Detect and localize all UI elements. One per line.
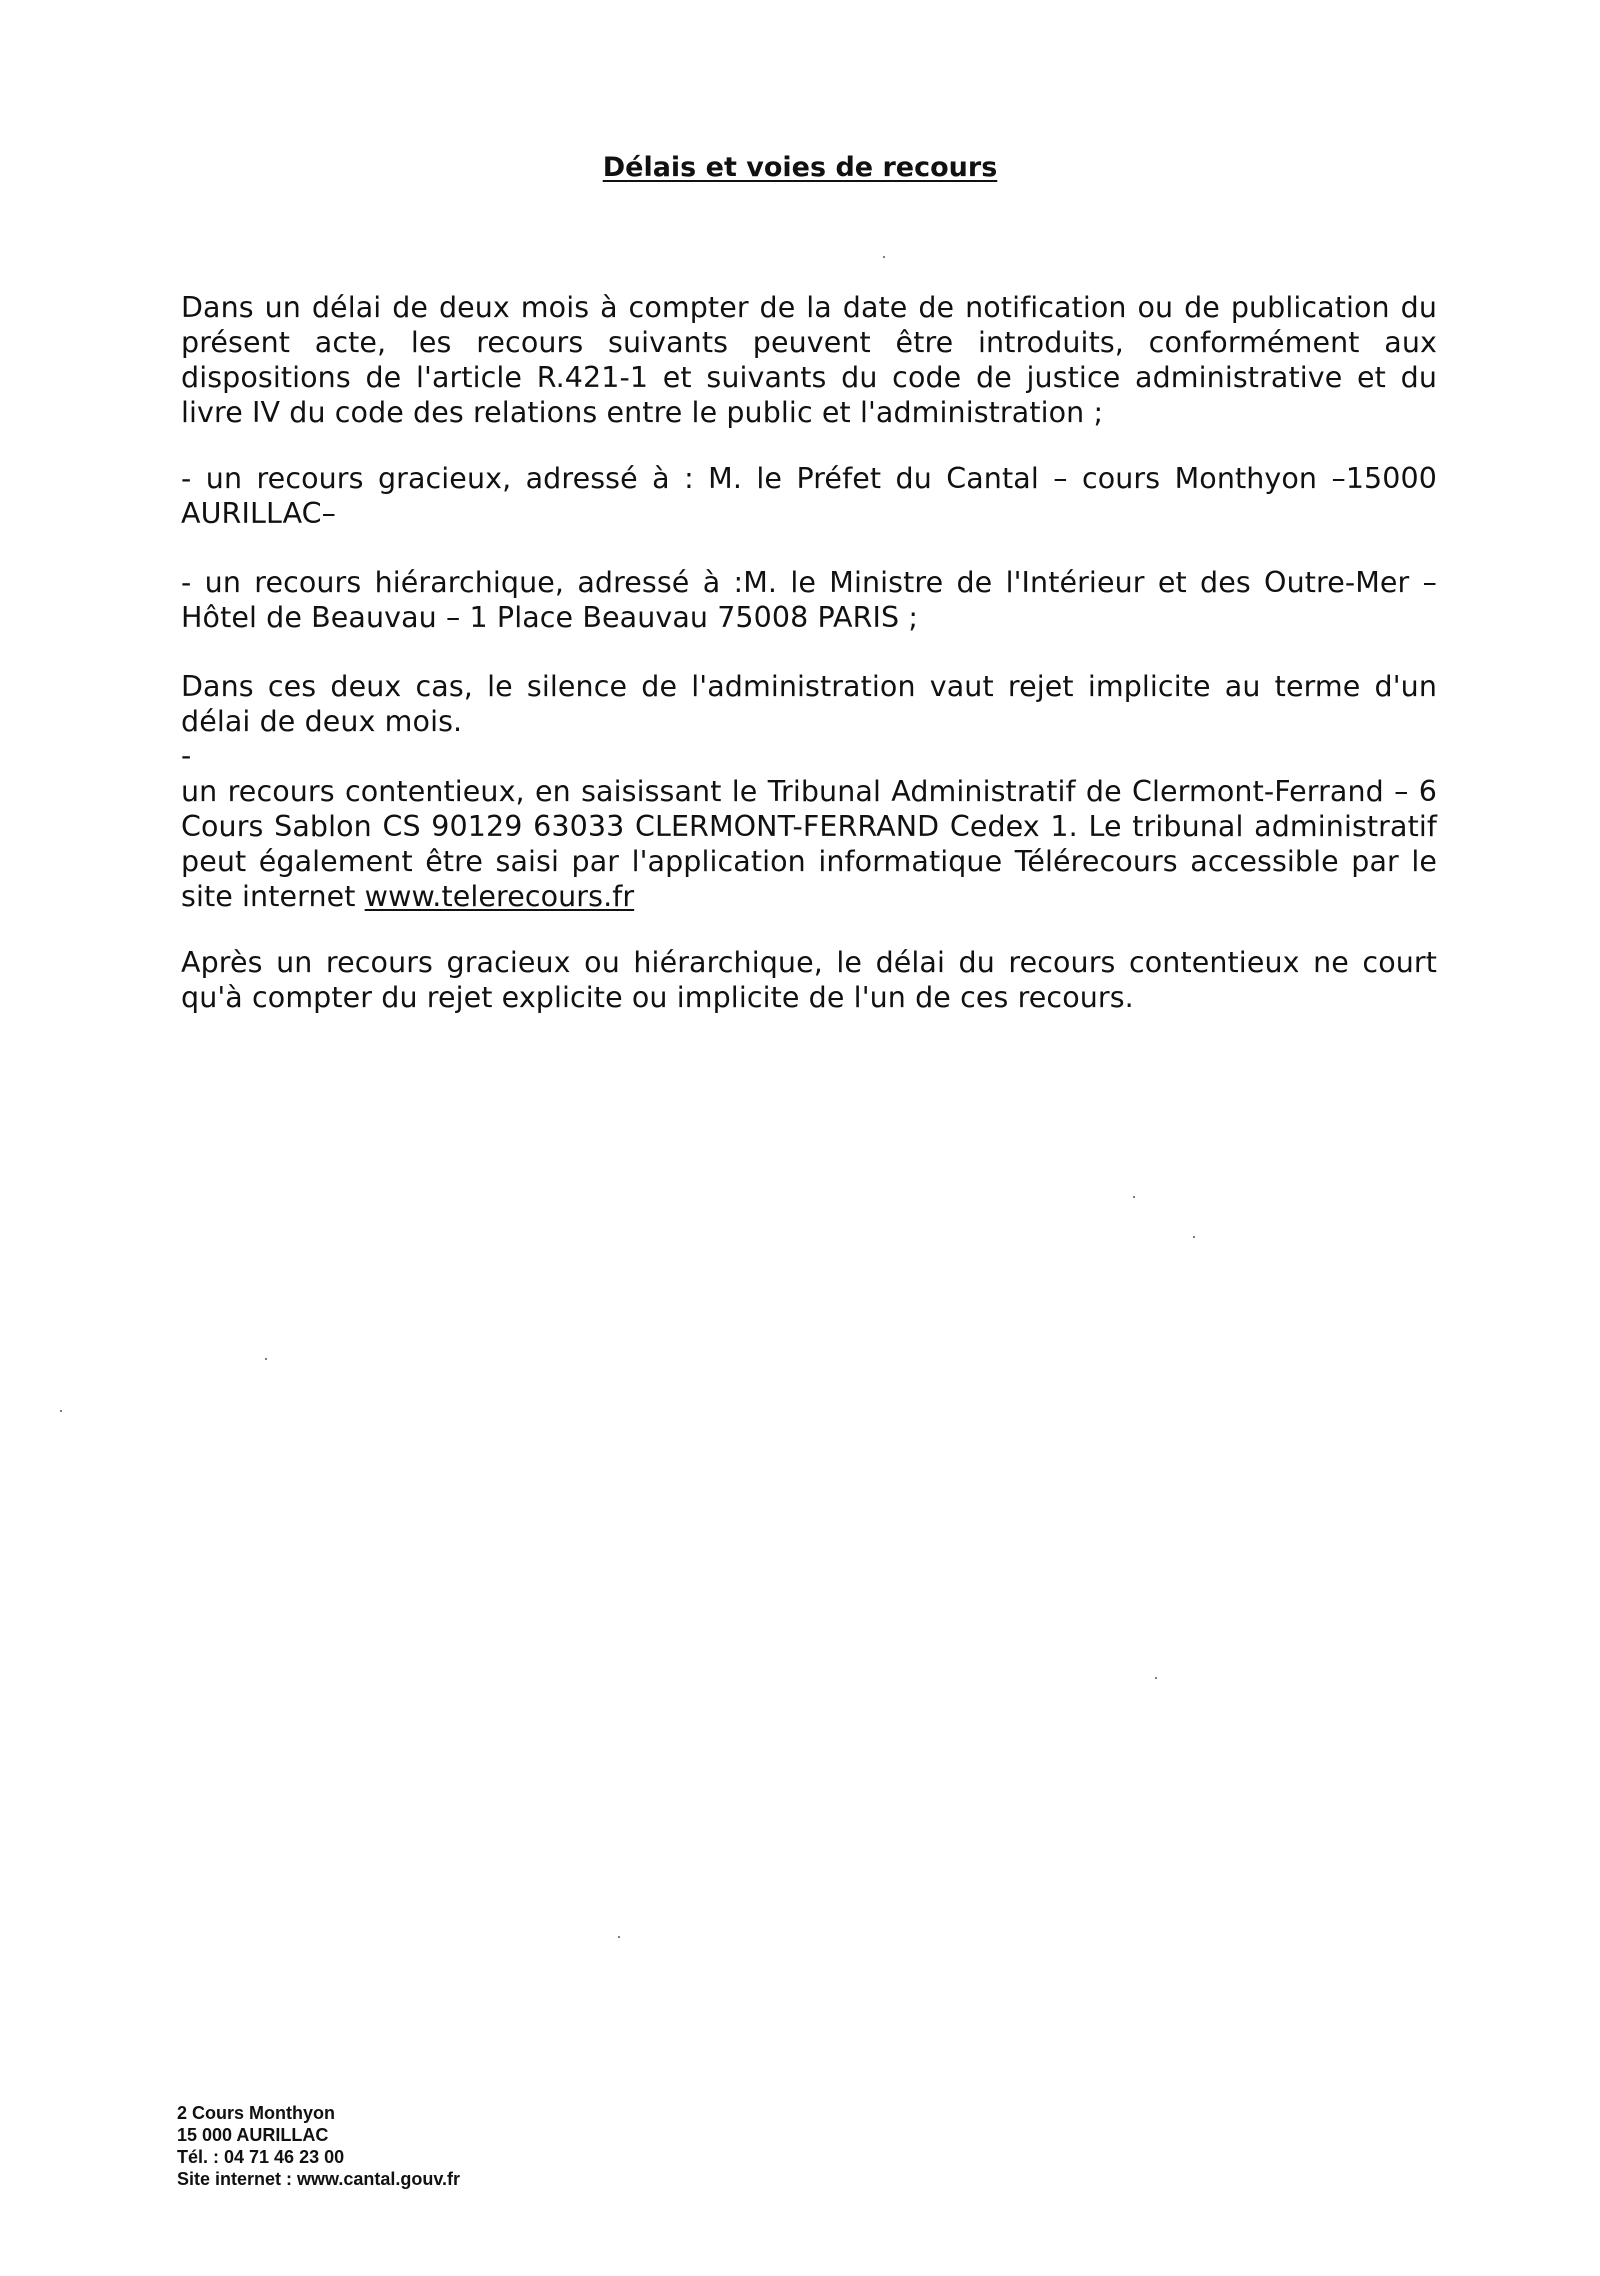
scan-speck — [1133, 1196, 1135, 1198]
footer-phone: Tél. : 04 71 46 23 00 — [177, 2147, 345, 2167]
scan-speck — [60, 1410, 62, 1412]
scan-speck — [883, 256, 885, 258]
footer-address-block — [177, 2102, 460, 2190]
paragraph-recours-contentieux — [181, 774, 1437, 914]
scan-speck — [618, 1936, 620, 1938]
scan-speck — [1193, 1236, 1195, 1238]
paragraph-recours-contentieux-text: un recours contentieux, en saisissant le Tribunal Administratif de Clermont-Ferrand – 6 Cours Sablon CS 90129 63033 CLERMONT-FERRAND Cedex 1. Le tribunal administratif peut également être saisi par l'application informatique Télérecours accessible par le site internet — [181, 775, 1437, 913]
paragraph-recours-gracieux: - un recours gracieux, adressé à : M. le Préfet du Cantal – cours Monthyon –15000 AURILLAC– — [181, 462, 1437, 530]
paragraph-apres-recours: Après un recours gracieux ou hiérarchique, le délai du recours contentieux ne court qu'à compter du rejet explicite ou implicite de l'un de ces recours. — [181, 946, 1437, 1014]
scan-speck — [1155, 1677, 1157, 1679]
footer-website: Site internet : www.cantal.gouv.fr — [177, 2169, 461, 2189]
paragraph-silence-administration: Dans ces deux cas, le silence de l'administration vaut rejet implicite au terme d'un délai de deux mois. — [181, 670, 1437, 738]
scan-speck — [265, 1358, 267, 1360]
paragraph-recours-hierarchique: - un recours hiérarchique, adressé à :M. le Ministre de l'Intérieur et des Outre-Mer – Hôtel de Beauvau – 1 Place Beauvau 75008 PARIS ; — [181, 566, 1437, 634]
document-title: Délais et voies de recours — [602, 152, 998, 183]
footer-city: 15 000 AURILLAC — [177, 2125, 329, 2145]
telerecours-link[interactable]: www.telerecours.fr — [364, 880, 635, 913]
list-dash-marker: - — [181, 739, 192, 772]
footer-street: 2 Cours Monthyon — [177, 2103, 335, 2123]
paragraph-intro: Dans un délai de deux mois à compter de la date de notification ou de publication du présent acte, les recours suivants peuvent être introduits, conformément aux dispositions de l'article R.421-1 et suivants du code de justice administrative et du livre IV du code des relations entre le public et l'administration ; — [181, 291, 1437, 429]
